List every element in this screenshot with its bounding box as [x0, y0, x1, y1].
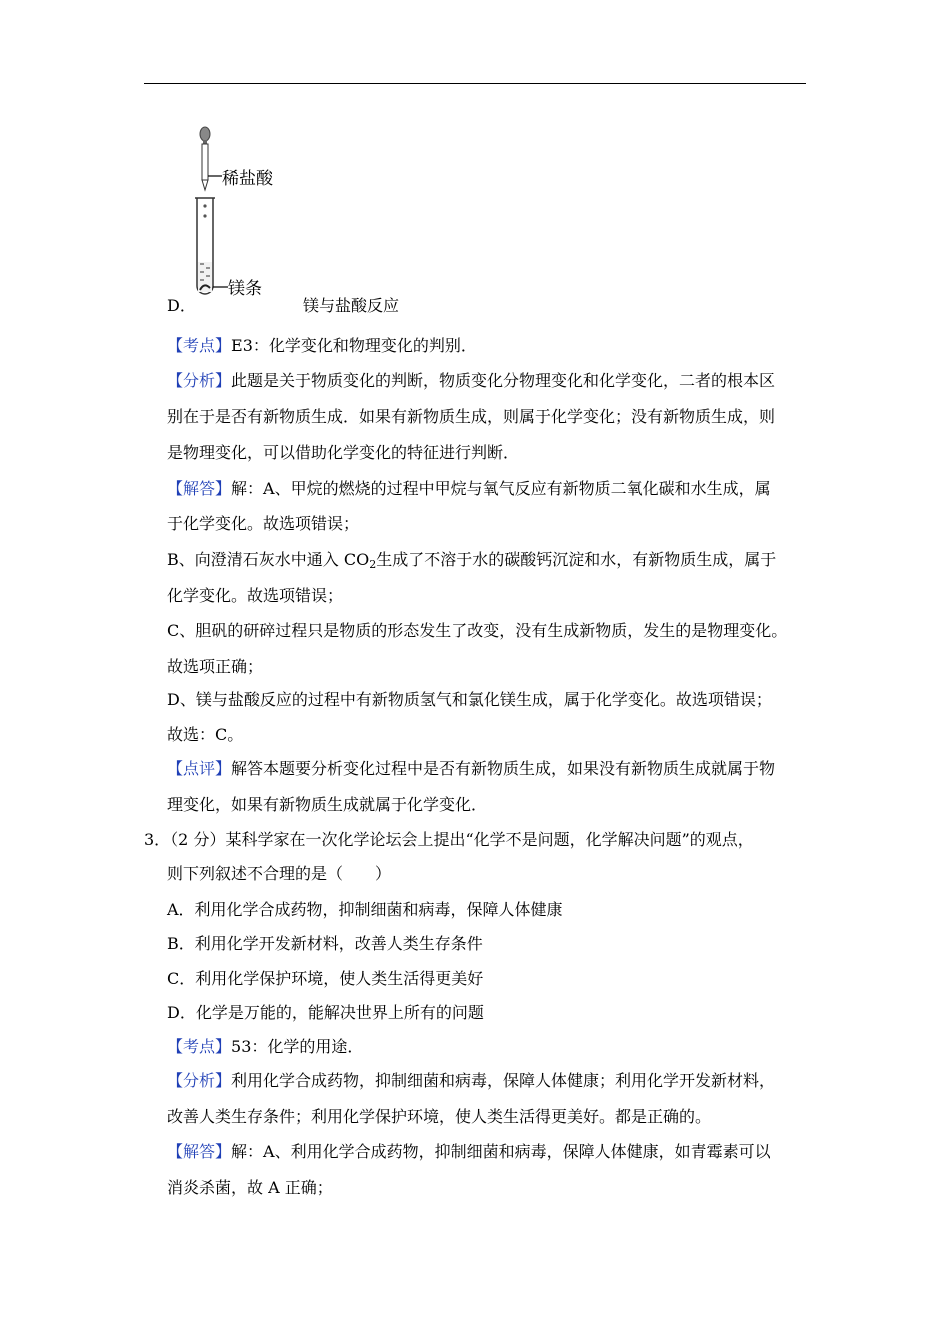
q3-option-c: C．利用化学保护环境，使人类生活得更美好	[167, 969, 484, 988]
kaodian-text: 53：化学的用途．	[231, 1037, 364, 1056]
kaodian-text: E3：化学变化和物理变化的判别．	[231, 336, 477, 355]
dropper-bulb	[200, 127, 210, 141]
kaodian-tag: 【考点】	[167, 336, 232, 355]
subscript: 2	[369, 558, 377, 571]
dropper-tip	[202, 180, 208, 190]
kaodian-tag: 【考点】	[167, 1037, 232, 1056]
q2-fenxi-line-1	[167, 371, 775, 391]
q3-option-a: A．利用化学合成药物，抑制细菌和病毒，保障人体健康	[167, 900, 563, 919]
jieda-tag: 【解答】	[167, 479, 232, 498]
q2-option-c-line-1: C、胆矾的研碎过程只是物质的形态发生了改变，没有生成新物质，发生的是物理变化。	[167, 621, 788, 640]
q3-option-b: B．利用化学开发新材料，改善人类生存条件	[167, 934, 483, 953]
option-letter: D．	[167, 296, 196, 315]
fenxi-text: 此题是关于物质变化的判断，物质变化分物理变化和化学变化，二者的根本区	[231, 371, 776, 390]
q3-stem-line-1: 3．（2 分）某科学家在一次化学论坛会上提出“化学不是问题，化学解决问题”的观点，	[144, 830, 754, 849]
q2-dianping-line-1	[167, 759, 775, 779]
q3-fenxi-line-1	[167, 1071, 775, 1091]
q2-fenxi-line-2: 别在于是否有新物质生成．如果有新物质生成，则属于化学变化；没有新物质生成，则	[167, 407, 776, 426]
q2-dianping-line-2: 理变化，如果有新物质生成就属于化学变化．	[167, 795, 488, 814]
dropper-tube	[202, 144, 208, 180]
dropper-neck	[203, 140, 207, 144]
q2-option-b-line-2: 化学变化。故选项错误；	[167, 586, 344, 605]
q3-kaodian	[167, 1037, 363, 1057]
q2-option-d-line: D、镁与盐酸反应的过程中有新物质氢气和氯化镁生成，属于化学变化。故选项错误；	[167, 690, 772, 709]
q2-fenxi-line-3: 是物理变化，可以借助化学变化的特征进行判断．	[167, 443, 520, 462]
prev-option-d-caption: 镁与盐酸反应	[303, 296, 400, 315]
q2-kaodian	[167, 336, 477, 356]
metal-label: 镁条	[228, 279, 262, 299]
header-rule	[144, 83, 806, 84]
jieda-tag: 【解答】	[167, 1142, 232, 1161]
q2-answer: 故选：C。	[167, 725, 244, 744]
experiment-figure	[188, 124, 288, 302]
jieda-text: 解：A、甲烷的燃烧的过程中甲烷与氧气反应有新物质二氧化碳和水生成，属	[231, 479, 771, 498]
fenxi-text: 利用化学合成药物，抑制细菌和病毒，保障人体健康；利用化学开发新材料，	[231, 1071, 776, 1090]
acid-drop	[203, 214, 206, 217]
q3-fenxi-line-2: 改善人类生存条件；利用化学保护环境，使人类生活得更美好。都是正确的。	[167, 1107, 712, 1126]
q2-jieda-line-2: 于化学变化。故选项错误；	[167, 514, 360, 533]
dianping-text: 解答本题要分析变化过程中是否有新物质生成，如果没有新物质生成就属于物	[231, 759, 776, 778]
acid-drop	[203, 204, 206, 207]
dianping-tag: 【点评】	[167, 759, 232, 778]
q3-stem-line-2: 则下列叙述不合理的是（ ）	[167, 864, 392, 883]
q2-option-c-line-2: 故选项正确；	[167, 657, 264, 676]
q2-jieda-line-1	[167, 479, 771, 499]
q3-option-d: D．化学是万能的，能解决世界上所有的问题	[167, 1003, 484, 1022]
q3-jieda-line-1	[167, 1142, 771, 1162]
q2-option-b-line-1: B、向澄清石灰水中通入 $CO_2$生成了不溶于水的碳酸钙沉淀和水，有新物质生成，属于	[167, 550, 777, 571]
q3-jieda-line-2: 消炎杀菌，故 A 正确；	[167, 1178, 333, 1197]
prev-option-d	[167, 296, 196, 316]
reagent-label: 稀盐酸	[222, 169, 273, 189]
fenxi-tag: 【分析】	[167, 371, 232, 390]
jieda-text: 解：A、利用化学合成药物，抑制细菌和病毒，保障人体健康，如青霉素可以	[231, 1142, 771, 1161]
fenxi-tag: 【分析】	[167, 1071, 232, 1090]
